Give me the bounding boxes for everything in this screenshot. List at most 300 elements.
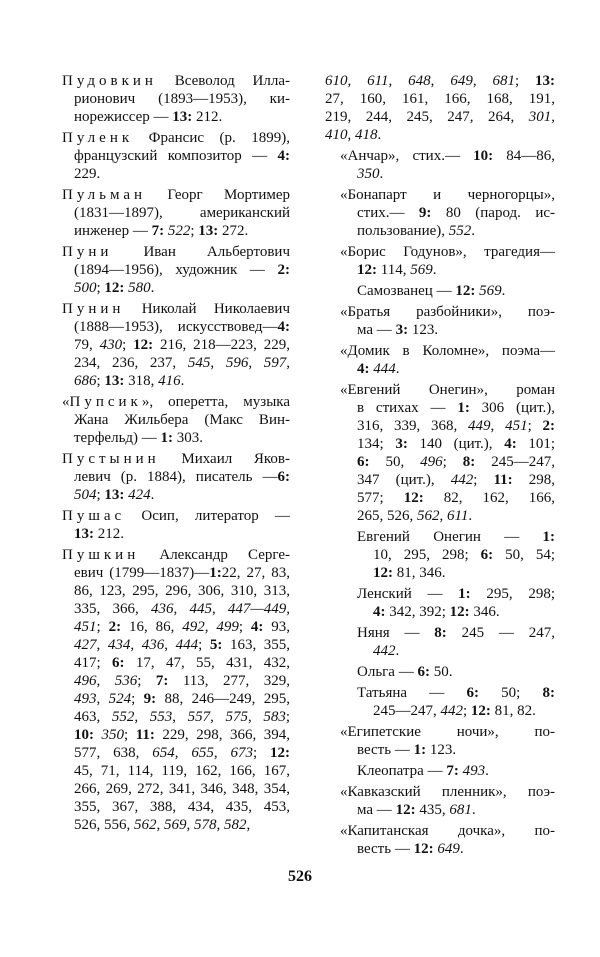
text-segment: 265, 526, [357, 508, 417, 524]
index-subentry [313, 684, 555, 720]
page-number: 526 [288, 868, 312, 885]
index-line [325, 90, 555, 108]
page-reference-italic: 496 [74, 673, 97, 689]
text-segment: 229. [74, 166, 101, 182]
volume-number: 1: [160, 430, 174, 446]
page-reference-italic: 442 [373, 643, 396, 659]
index-line [373, 546, 555, 564]
index-line [373, 564, 555, 582]
page-reference-italic: 430 [99, 337, 123, 353]
text-segment: , [174, 745, 192, 761]
text-segment: , [248, 355, 264, 371]
text-segment: . [432, 262, 437, 278]
index-line [357, 684, 555, 702]
text-segment: 245 — 247, [446, 625, 555, 641]
volume-number: 5: [209, 637, 223, 653]
text-segment: Александр Серге- [139, 547, 290, 563]
text-segment: норежиссер — [74, 109, 173, 125]
text-segment: 266, 269, 272, 341, 346, 348, 354, [74, 781, 290, 797]
text-segment: 93, [263, 619, 291, 635]
index-line [74, 636, 290, 654]
text-segment: 463, [74, 709, 112, 725]
text-segment: 50, [369, 454, 421, 470]
text-segment: 346. [469, 604, 500, 620]
text-segment: ; [96, 487, 105, 503]
text-segment: , [246, 817, 251, 833]
page-reference-italic: 410 [325, 127, 348, 143]
text-segment: пользование), [357, 223, 449, 239]
text-segment: 45, 71, 114, 119, 162, 166, 167, [74, 763, 290, 779]
text-segment: . [395, 643, 400, 659]
text-segment: ; [96, 280, 105, 296]
text-segment: ма — [357, 322, 396, 338]
page-reference-italic: 596 [225, 355, 249, 371]
page-reference-italic: 654 [152, 745, 175, 761]
text-segment: 16, 86, [121, 619, 183, 635]
volume-number: 4: [277, 148, 290, 164]
text-segment: весть — [357, 742, 414, 758]
index-entry [62, 393, 290, 447]
text-segment [94, 727, 102, 743]
text-segment: 113, 277, 329, [168, 673, 291, 689]
text-segment: Михаил Яков- [159, 451, 290, 467]
volume-number: 6: [466, 685, 479, 701]
volume-number: 6: [357, 454, 370, 470]
volume-number: 12: [104, 280, 125, 296]
volume-number: 4: [357, 361, 370, 377]
page-reference-italic: 301 [528, 109, 552, 125]
index-subentry [313, 663, 555, 681]
text-segment: ; [131, 691, 144, 707]
page-reference-italic: 575 [225, 709, 248, 725]
index-line [74, 690, 290, 708]
entry-headword: Пульман [62, 187, 147, 203]
index-line [357, 741, 555, 759]
text-segment: в стихах — [357, 400, 458, 416]
page-reference-italic: 427 [74, 637, 97, 653]
index-line [357, 222, 555, 240]
text-segment: . [395, 361, 400, 377]
text-segment: , [286, 601, 291, 617]
text-segment: 79, [74, 337, 100, 353]
volume-number: 13: [198, 223, 219, 239]
text-segment: , [96, 673, 115, 689]
text-segment: , [551, 109, 555, 125]
text-segment: «Бонапарт и черногорцы», [340, 187, 555, 203]
page-reference-italic: 562 [417, 508, 440, 524]
page-reference-italic: 569 [479, 283, 502, 299]
text-segment: ; [527, 418, 543, 434]
text-segment: , [156, 817, 164, 833]
index-line [340, 342, 555, 360]
index-line [74, 726, 290, 744]
page-reference-italic: 686 [74, 373, 97, 389]
page-reference-italic: 449 [468, 418, 491, 434]
page-reference-italic: 434 [107, 637, 131, 653]
page-reference-italic: 418 [355, 127, 378, 143]
text-segment: 50, 54; [493, 547, 556, 563]
volume-number: 12: [413, 841, 434, 857]
page-reference-italic: 552 [111, 709, 135, 725]
text-segment: 134; [357, 436, 396, 452]
index-line [357, 453, 555, 471]
index-line [340, 303, 555, 321]
index-line [62, 546, 290, 564]
text-segment: . [471, 223, 475, 239]
index-line [74, 672, 290, 690]
page-reference-italic: 569 [410, 262, 433, 278]
text-segment: 114, [377, 262, 411, 278]
index-entry [62, 450, 290, 504]
text-segment: 577; [357, 490, 404, 506]
volume-number: 12: [403, 490, 424, 506]
text-segment: , [439, 508, 447, 524]
text-segment: (1831—1897), американский [74, 205, 290, 221]
index-line [74, 564, 290, 582]
volume-number: 8: [434, 625, 447, 641]
text-segment: терфельд) — [74, 430, 161, 446]
text-segment: 316, 339, 368, [357, 418, 469, 434]
text-segment: стих.— [357, 205, 419, 221]
index-line [62, 507, 290, 525]
index-subentry [313, 783, 555, 819]
text-segment: «Домик в Коломне», поэма— [340, 343, 555, 359]
text-segment: 272. [218, 223, 249, 239]
index-line [74, 318, 290, 336]
entry-headword: Пушас [62, 508, 126, 524]
text-segment: 80 (парод. ис- [431, 205, 555, 221]
index-line [74, 279, 290, 297]
index-line [62, 243, 290, 261]
index-entry [62, 507, 290, 543]
index-line [74, 108, 290, 126]
volume-number: 12: [133, 337, 154, 353]
entry-headword: Пудовкин [62, 73, 157, 89]
volume-number: 8: [462, 454, 476, 470]
volume-number: 1: [542, 529, 555, 545]
text-segment: 212. [94, 526, 124, 542]
text-segment: 435, [415, 802, 450, 818]
text-segment: евич (1799—1837)— [74, 565, 210, 581]
text-segment: ; [238, 619, 251, 635]
entry-headword: Пушкин [62, 547, 140, 563]
volume-number: 7: [155, 673, 169, 689]
index-entry [62, 300, 290, 390]
text-segment: Евгений Онегин — [357, 529, 543, 545]
index-line [325, 108, 555, 126]
text-segment: . [377, 127, 382, 143]
text-segment: , [286, 355, 291, 371]
index-line [74, 618, 290, 636]
text-segment: Николай Николаевич [124, 301, 290, 317]
index-line [74, 654, 290, 672]
page-reference-italic: 557 [187, 709, 211, 725]
text-segment: 22, 27, 83, [221, 565, 290, 581]
text-segment: левич (р. 1884), писатель — [74, 469, 278, 485]
index-line [373, 702, 555, 720]
index-subentry [313, 342, 555, 378]
text-segment: , [388, 73, 409, 89]
entry-headword: Пустынин [62, 451, 160, 467]
volume-number: 6: [417, 664, 430, 680]
text-segment: ; [285, 709, 291, 725]
index-entry [62, 243, 290, 297]
text-segment: 298, [512, 472, 555, 488]
index-line [74, 354, 290, 372]
page-reference-italic: 648 [408, 73, 431, 89]
text-segment: 101; [516, 436, 556, 452]
index-line [357, 204, 555, 222]
index-line [74, 762, 290, 780]
text-segment: Татьяна — [357, 685, 467, 701]
page-reference-italic: 578 [194, 817, 217, 833]
volume-number: 12: [395, 802, 416, 818]
page-reference-italic: 569 [164, 817, 187, 833]
page-reference-italic: 445 [189, 601, 212, 617]
text-segment: 417; [74, 655, 113, 671]
page-reference-italic: 583 [263, 709, 286, 725]
page-reference-italic: 610 [325, 73, 348, 89]
volume-number: 11: [135, 727, 155, 743]
index-line [357, 399, 555, 417]
page-reference-italic: 597 [263, 355, 287, 371]
volume-number: 13: [104, 487, 125, 503]
text-segment: 50; [478, 685, 543, 701]
volume-number: 4: [250, 619, 264, 635]
text-segment: 216, 218—223, 229, [153, 337, 291, 353]
text-segment: 303. [173, 430, 204, 446]
index-line [340, 822, 555, 840]
page-reference-italic: 436 [150, 601, 174, 617]
index-line [74, 486, 290, 504]
volume-number: 12: [373, 565, 393, 581]
volume-number: 12: [455, 283, 476, 299]
text-segment: , [211, 601, 228, 617]
index-line [357, 663, 555, 681]
index-subentry [313, 762, 555, 780]
index-line [357, 321, 555, 339]
index-line [340, 723, 555, 741]
text-segment: 347 (цит.), [357, 472, 451, 488]
volume-number: 7: [151, 223, 165, 239]
index-line [74, 468, 290, 486]
text-segment: Осип, литератор — [125, 508, 290, 524]
index-subentry [313, 822, 555, 858]
volume-number: 6: [277, 469, 290, 485]
index-line [357, 360, 555, 378]
text-segment: , [204, 619, 217, 635]
text-segment: , [186, 817, 194, 833]
index-line [74, 90, 290, 108]
page-reference-italic: 451 [505, 418, 528, 434]
index-line [340, 783, 555, 801]
text-segment: ; [473, 472, 494, 488]
volume-number: 13: [74, 526, 94, 542]
volume-number: 12: [357, 262, 377, 278]
page-reference-italic: 424 [128, 487, 151, 503]
index-entry [62, 186, 290, 240]
page-reference-italic: 562 [134, 817, 157, 833]
text-segment: «Анчар», стих.— [340, 148, 474, 164]
page-reference-italic: 545 [187, 355, 211, 371]
text-segment: Иван Альбертович [112, 244, 290, 260]
text-segment: весть — [357, 841, 414, 857]
text-segment: 27, 160, 161, 166, 168, 191, [325, 91, 555, 107]
text-segment: 140 (цит.), [407, 436, 505, 452]
text-segment: 234, 236, 237, [74, 355, 188, 371]
text-segment: 123. [408, 322, 439, 338]
index-line [357, 840, 555, 858]
volume-number: 4: [373, 604, 386, 620]
text-segment: , [430, 73, 451, 89]
index-subentry [313, 186, 555, 240]
index-line [62, 129, 290, 147]
page-reference-italic: 442 [450, 472, 474, 488]
text-segment: 81, 82. [490, 703, 536, 719]
index-line [74, 816, 290, 834]
text-segment: ; [96, 373, 105, 389]
text-segment: 295, 298; [470, 586, 555, 602]
text-segment: 577, 638, [74, 745, 153, 761]
index-line [357, 801, 555, 819]
text-segment: , [347, 73, 368, 89]
text-segment: «Евгений Онегин», роман [340, 382, 555, 398]
text-segment: 355, 367, 388, 434, 435, 453, [74, 799, 290, 815]
index-subentry [313, 585, 555, 621]
page-reference-italic: 493 [74, 691, 97, 707]
volume-number: 4: [504, 436, 517, 452]
text-segment: «Братья разбойники», поэ- [340, 304, 555, 320]
page-reference-italic: 436 [141, 637, 165, 653]
index-line [357, 528, 555, 546]
index-subentry [313, 381, 555, 525]
index-column-left [62, 72, 290, 837]
page-reference-italic: 611 [447, 508, 469, 524]
text-segment: 219, 244, 245, 247, 264, [325, 109, 529, 125]
text-segment: «Египетские ночи», по- [340, 724, 555, 740]
text-segment: , [210, 709, 226, 725]
index-line [340, 186, 555, 204]
text-segment: ; [198, 637, 210, 653]
text-segment: 50. [429, 664, 453, 680]
index-line [340, 147, 555, 165]
text-segment: . [468, 508, 473, 524]
page-reference-italic: 492 [182, 619, 205, 635]
index-line [357, 624, 555, 642]
page-reference-italic: 655 [191, 745, 214, 761]
entry-headword: Пупсик [69, 394, 142, 410]
text-segment: (1888—1953), искусствовед— [74, 319, 278, 335]
page-reference-italic: 524 [108, 691, 132, 707]
volume-number: 2: [277, 262, 290, 278]
text-segment: ; [252, 745, 271, 761]
volume-number: 10: [74, 727, 94, 743]
index-line [357, 435, 555, 453]
text-segment: ; [137, 673, 156, 689]
text-segment: 342, 392; [385, 604, 450, 620]
text-segment: , [210, 355, 226, 371]
page-reference-italic: 451 [74, 619, 97, 635]
text-segment: », оперетта, музыка [141, 394, 290, 410]
text-segment: , [134, 709, 150, 725]
index-line [357, 417, 555, 435]
index-line [74, 165, 290, 183]
text-segment: , [172, 709, 188, 725]
index-line [357, 507, 555, 525]
text-segment: . [150, 280, 155, 296]
text-segment: Франсис (р. 1899), [133, 130, 290, 146]
volume-number: 10: [473, 148, 494, 164]
index-line [62, 186, 290, 204]
text-segment: ; [96, 619, 109, 635]
text-segment: . [379, 166, 384, 182]
volume-number: 12: [449, 604, 470, 620]
text-segment: 245—247, [475, 454, 556, 470]
page-reference-italic: 500 [74, 280, 97, 296]
volume-number: 12: [470, 703, 491, 719]
text-segment: 86, 123, 295, 296, 306, 310, 313, [74, 583, 290, 599]
text-segment: рионович (1893—1953), ки- [74, 91, 290, 107]
volume-number: 2: [542, 418, 555, 434]
index-line [62, 450, 290, 468]
page-reference-italic: 416 [158, 373, 181, 389]
text-segment: 335, 366, [74, 601, 151, 617]
text-segment: , [173, 601, 190, 617]
page-reference-italic: 681 [449, 802, 472, 818]
volume-number: 9: [143, 691, 157, 707]
index-subentry [313, 303, 555, 339]
index-subentry [313, 624, 555, 660]
text-segment: французский композитор — [74, 148, 278, 164]
index-line [74, 372, 290, 390]
index-subentry [313, 528, 555, 582]
volume-number: 13: [535, 73, 556, 89]
entry-headword: Пуленк [62, 130, 134, 146]
index-line [74, 708, 290, 726]
page-reference-italic: 649 [450, 73, 473, 89]
index-line [74, 582, 290, 600]
text-segment: Няня — [357, 625, 435, 641]
text-segment: 81, 346. [393, 565, 446, 581]
index-line [74, 204, 290, 222]
index-line [74, 147, 290, 165]
volume-number: 13: [172, 109, 193, 125]
volume-number: 12: [270, 745, 291, 761]
text-segment: . [180, 373, 185, 389]
index-line [74, 744, 290, 762]
text-segment: , [347, 127, 355, 143]
volume-number: 1: [209, 565, 222, 581]
page-reference-italic: 350 [357, 166, 380, 182]
text-segment: Клеопатра — [357, 763, 447, 779]
index-entry [62, 546, 290, 834]
text-segment: 10, 295, 298; [373, 547, 481, 563]
volume-number: 6: [112, 655, 125, 671]
index-line [74, 600, 290, 618]
index-line [357, 762, 555, 780]
text-segment: «Борис Годунов», трагедия— [340, 244, 555, 260]
index-line [357, 165, 555, 183]
page-reference-italic: 580 [128, 280, 151, 296]
text-segment: , [130, 637, 142, 653]
text-segment: ; [190, 223, 199, 239]
text-segment: . [471, 802, 476, 818]
page-reference-italic: 444 [373, 361, 396, 377]
index-line [74, 525, 290, 543]
page-reference-italic: 444 [175, 637, 199, 653]
text-segment: Всеволод Илла- [156, 73, 290, 89]
index-subentry [313, 147, 555, 183]
